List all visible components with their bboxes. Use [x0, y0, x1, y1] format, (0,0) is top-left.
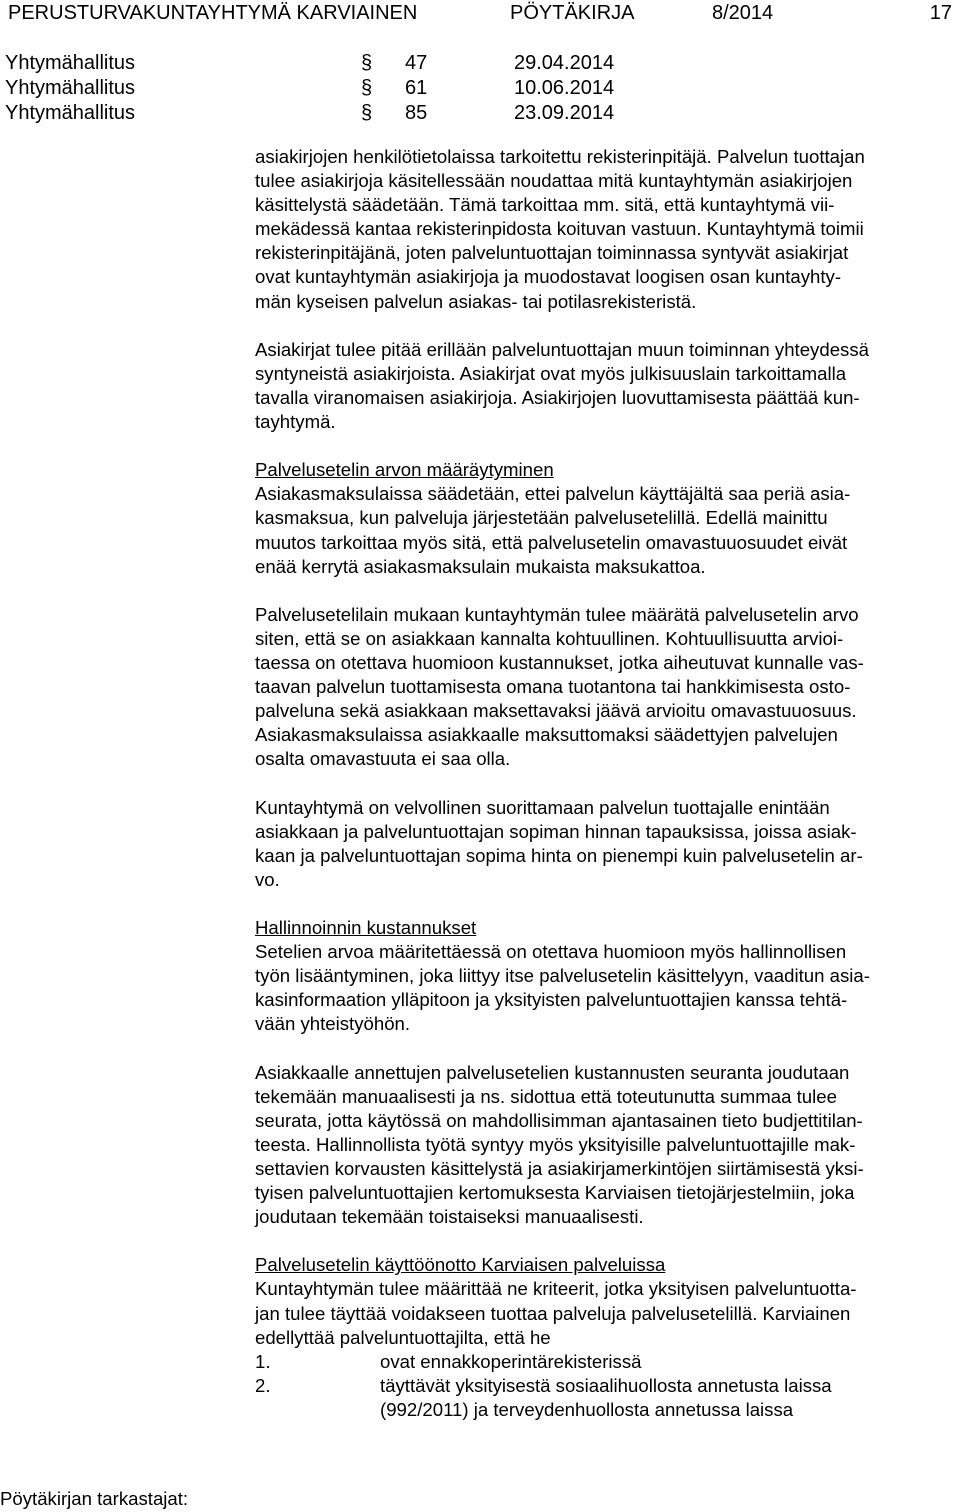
section-sign: § [361, 102, 373, 124]
meeting-date: 10.06.2014 [514, 77, 615, 99]
meeting-reference [5, 77, 705, 99]
paragraph [255, 338, 955, 434]
text-line: siten, että se on asiakkaan kannalta kohtuullinen. Kohtuullisuutta arvioi- [255, 627, 844, 649]
text-line: mekädessä kantaa rekisterinpidosta koituvan vastuun. Kuntayhtymä toimii [255, 218, 864, 240]
text-line: taavan palvelun tuottamisesta omana tuotantona tai hankkimisesta osto- [255, 676, 851, 698]
meeting-date: 23.09.2014 [514, 102, 615, 124]
text-line: tavalla viranomaisen asiakirjoja. Asiakirjojen luovuttamisesta päättää kun- [255, 386, 860, 408]
organization-name: PERUSTURVAKUNTAYHTYMÄ KARVIAINEN [8, 2, 418, 24]
paragraph [255, 458, 955, 578]
reviewers-label: Pöytäkirjan tarkastajat: [0, 1488, 189, 1509]
document-header [8, 2, 952, 26]
text-line: Kuntayhtymän tulee määrittää ne kriteerit, jotka yksityisen palveluntuotta- [255, 1278, 857, 1300]
list-text: (992/2011) ja terveydenhuollosta annetussa laissa [380, 1398, 794, 1420]
text-line: settavien korvausten käsittelystä ja asiakirjamerkintöjen siirtämisestä yksi- [255, 1157, 864, 1179]
section-heading: Hallinnoinnin kustannukset [255, 917, 477, 938]
text-line: rekisterinpitäjänä, joten palveluntuottajan toiminnassa syntyvät asiakirjat [255, 242, 849, 264]
text-line: asiakirjojen henkilötietolaissa tarkoitettu rekisterinpitäjä. Palvelun tuottajan [255, 146, 865, 167]
text-line: työn lisääntyminen, joka liittyy itse palvelusetelin käsittelyyn, vaaditun asia- [255, 965, 870, 987]
text-line: teesta. Hallinnollista työtä syntyy myös yksityisille palveluntuottajille mak- [255, 1133, 856, 1155]
meeting-reference [5, 52, 705, 74]
text-line: Asiakirjat tulee pitää erillään palveluntuottajan muun toiminnan yhteydessä [255, 338, 869, 360]
list-number: 1. [255, 1350, 271, 1372]
text-line: asiakkaan ja palveluntuottajan sopiman hinnan tapauksissa, joissa asiak- [255, 820, 857, 842]
text-line: Asiakkaalle annettujen palvelusetelien kustannusten seuranta joudutaan [255, 1061, 850, 1083]
text-line: Palvelusetelilain mukaan kuntayhtymän tulee määrätä palvelusetelin arvo [255, 603, 859, 625]
text-line: tekemään manuaalisesti ja ns. sidottua että toteutunutta summaa tulee [255, 1085, 837, 1107]
section-heading: Palvelusetelin arvon määräytyminen [255, 459, 554, 481]
text-line: män kyseisen palvelun asiakas- tai potilasrekisteristä. [255, 290, 697, 312]
text-line: osalta omavastuuta ei saa olla. [255, 748, 511, 770]
paragraph [255, 796, 955, 892]
document-body [255, 145, 955, 1422]
text-line: Kuntayhtymä on velvollinen suorittamaan palvelun tuottajalle enintään [255, 796, 830, 818]
text-line: vo. [255, 868, 280, 890]
text-line: joudutaan tekemään toistaiseksi manuaalisesti. [255, 1206, 644, 1228]
list-text: täyttävät yksityisestä sosiaalihuollosta annetusta laissa [380, 1374, 832, 1396]
numbered-list-item-continuation [255, 1398, 955, 1422]
text-line: muutos tarkoittaa myös sitä, että palvelusetelin omavastuuosuudet eivät [255, 531, 848, 553]
text-line: syntyneistä asiakirjoista. Asiakirjat ovat myös julkisuuslain tarkoittamalla [255, 362, 847, 384]
list-number: 2. [255, 1374, 271, 1396]
text-line: Setelien arvoa määritettäessä on otettava huomioon myös hallinnollisen [255, 941, 847, 963]
paragraph [255, 145, 955, 314]
page-number: 17 [929, 2, 952, 24]
text-line: käsittelystä säädetään. Tämä tarkoittaa mm. sitä, että kuntayhtymä vii- [255, 194, 835, 216]
paragraph [255, 1253, 955, 1422]
text-line: vään yhteistyöhön. [255, 1013, 411, 1035]
text-line: Asiakasmaksulaissa säädetään, ettei palvelun käyttäjältä saa periä asia- [255, 483, 851, 505]
text-line: palveluna sekä asiakkaan maksettavaksi jäävä arvioitu omavastuuosuus. [255, 700, 857, 722]
meeting-body: Yhtymähallitus [5, 52, 136, 74]
section-sign: § [361, 52, 373, 74]
text-line: enää kerrytä asiakasmaksulain mukaista maksukattoa. [255, 555, 706, 577]
section-number: 85 [405, 102, 428, 124]
section-sign: § [361, 77, 373, 99]
numbered-list-item [255, 1374, 955, 1398]
text-line: taessa on otettava huomioon kustannukset, jotka aiheutuvat kunnalle vas- [255, 651, 864, 673]
paragraph [255, 916, 955, 1036]
document-number: 8/2014 [712, 2, 774, 24]
meeting-body: Yhtymähallitus [5, 102, 136, 124]
meeting-date: 29.04.2014 [514, 52, 615, 74]
text-line: ovat kuntayhtymän asiakirjoja ja muodostavat loogisen osan kuntayhty- [255, 266, 842, 288]
text-line: kaan ja palveluntuottajan sopima hinta on pienempi kuin palvelusetelin ar- [255, 844, 863, 866]
text-line: tulee asiakirjoja käsitellessään noudattaa mitä kuntayhtymän asiakirjojen [255, 170, 853, 192]
numbered-list-item [255, 1350, 955, 1374]
list-text: ovat ennakkoperintärekisterissä [380, 1350, 642, 1372]
text-line: edellyttää palveluntuottajilta, että he [255, 1326, 551, 1348]
section-number: 61 [405, 77, 428, 99]
section-number: 47 [405, 52, 428, 74]
meeting-reference [5, 102, 705, 124]
text-line: kasinformaation ylläpitoon ja yksityisten palveluntuottajien kanssa tehtä- [255, 989, 848, 1011]
section-heading: Palvelusetelin käyttöönotto Karviaisen palveluissa [255, 1254, 666, 1276]
text-line: seurata, jotta käytössä on mahdollisimman ajantasainen tieto budjettitilan- [255, 1109, 863, 1131]
text-line: tayhtymä. [255, 411, 336, 433]
document-type: PÖYTÄKIRJA [510, 2, 635, 24]
paragraph [255, 1061, 955, 1230]
text-line: kasmaksua, kun palveluja järjestetään palvelusetelillä. Edellä mainittu [255, 507, 828, 529]
paragraph [255, 603, 955, 772]
meeting-body: Yhtymähallitus [5, 77, 136, 99]
text-line: Asiakasmaksulaissa asiakkaalle maksuttomaksi säädettyjen palvelujen [255, 724, 838, 746]
text-line: tyisen palveluntuottajien kertomuksesta Karviaisen tietojärjestelmiin, joka [255, 1182, 855, 1204]
text-line: jan tulee täyttää voidakseen tuottaa palveluja palvelusetelillä. Karviainen [255, 1302, 851, 1324]
